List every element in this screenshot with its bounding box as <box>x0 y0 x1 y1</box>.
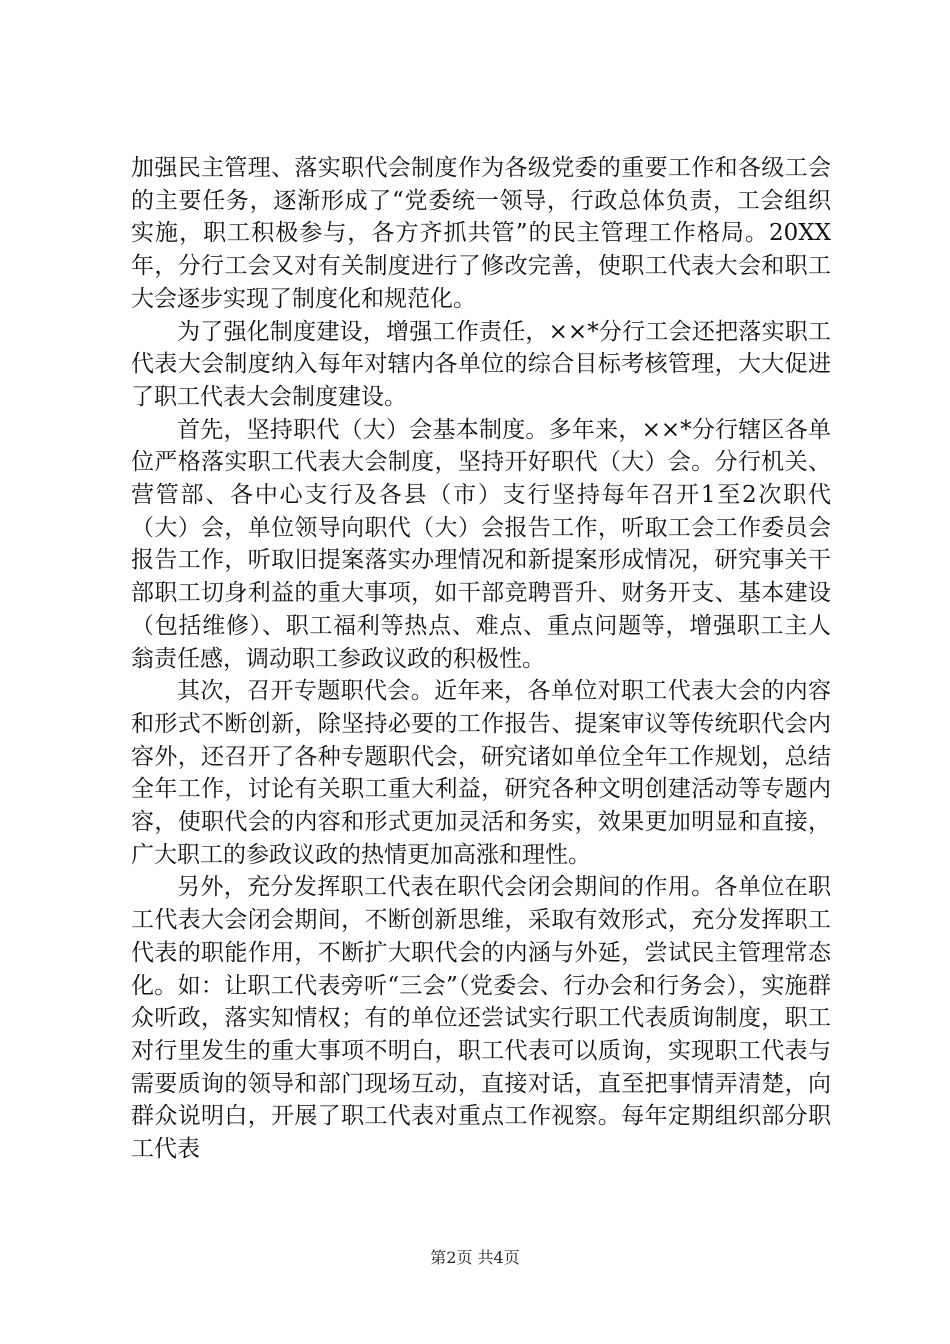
paragraph-special-meeting: 其次，召开专题职代会。近年来，各单位对职工代表大会的内容和形式不断创新，除坚持必要的工作报告、提案审议等传统职代会内容外，还召开了各种专题职代会，研究诸如单位全年工作规划，总结全年工作，讨论有关职工重大利益，研究各种文明创建活动等专题内容，使职代会的内容和形式更加灵活和务实，效果更加明显和直接，广大职工的参政议政的热情更加高涨和理性。 <box>131 678 831 868</box>
page-footer: 第2页 共4页 <box>430 1248 520 1267</box>
paragraph-basic-system: 首先，坚持职代（大）会基本制度。多年来，××*分行辖区各单位严格落实职工代表大会制度，坚持开好职代（大）会。分行机关、营管部、各中心支行及各县（市）支行坚持每年召开1至2次职代（大）会，单位领导向职代（大）会报告工作，听取工会工作委员会报告工作，听取旧提案落实办理情况和新提案形成情况，研究事关干部职工切身利益的重大事项，如干部竞聘晋升、财务开支、基本建设（包括维修）、职工福利等热点、难点、重点问题等，增强职工主人翁责任感，调动职工参政议政的积极性。 <box>131 416 831 672</box>
document-body <box>131 152 831 1166</box>
paragraph-continuation: 加强民主管理、落实职代会制度作为各级党委的重要工作和各级工会的主要任务，逐渐形成了“党委统一领导，行政总体负责，工会组织实施，职工积极参与，各方齐抓共管”的民主管理工作格局。20XX年，分行工会又对有关制度进行了修改完善，使职工代表大会和职工大会逐步实现了制度化和规范化。 <box>131 155 831 312</box>
paragraph-system-building: 为了强化制度建设，增强工作责任，××*分行工会还把落实职工代表大会制度纳入每年对辖内各单位的综合目标考核管理，大大促进了职工代表大会制度建设。 <box>131 318 831 410</box>
paragraph-representative-role: 另外，充分发挥职工代表在职代会闭会期间的作用。各单位在职工代表大会闭会期间，不断创新思维，采取有效形式，充分发挥职工代表的职能作用，不断扩大职代会的内涵与外延，尝试民主管理常态化。如：让职工代表旁听“三会”（党委会、行办会和行务会），实施群众听政，落实知情权；有的单位还尝试实行职工代表质询制度，职工对行里发生的重大事项不明白，职工代表可以质询，实现职工代表与需要质询的领导和部门现场互动，直接对话，直至把事情弄清楚，向群众说明白，开展了职工代表对重点工作视察。每年定期组织部分职工代表 <box>131 874 831 1163</box>
